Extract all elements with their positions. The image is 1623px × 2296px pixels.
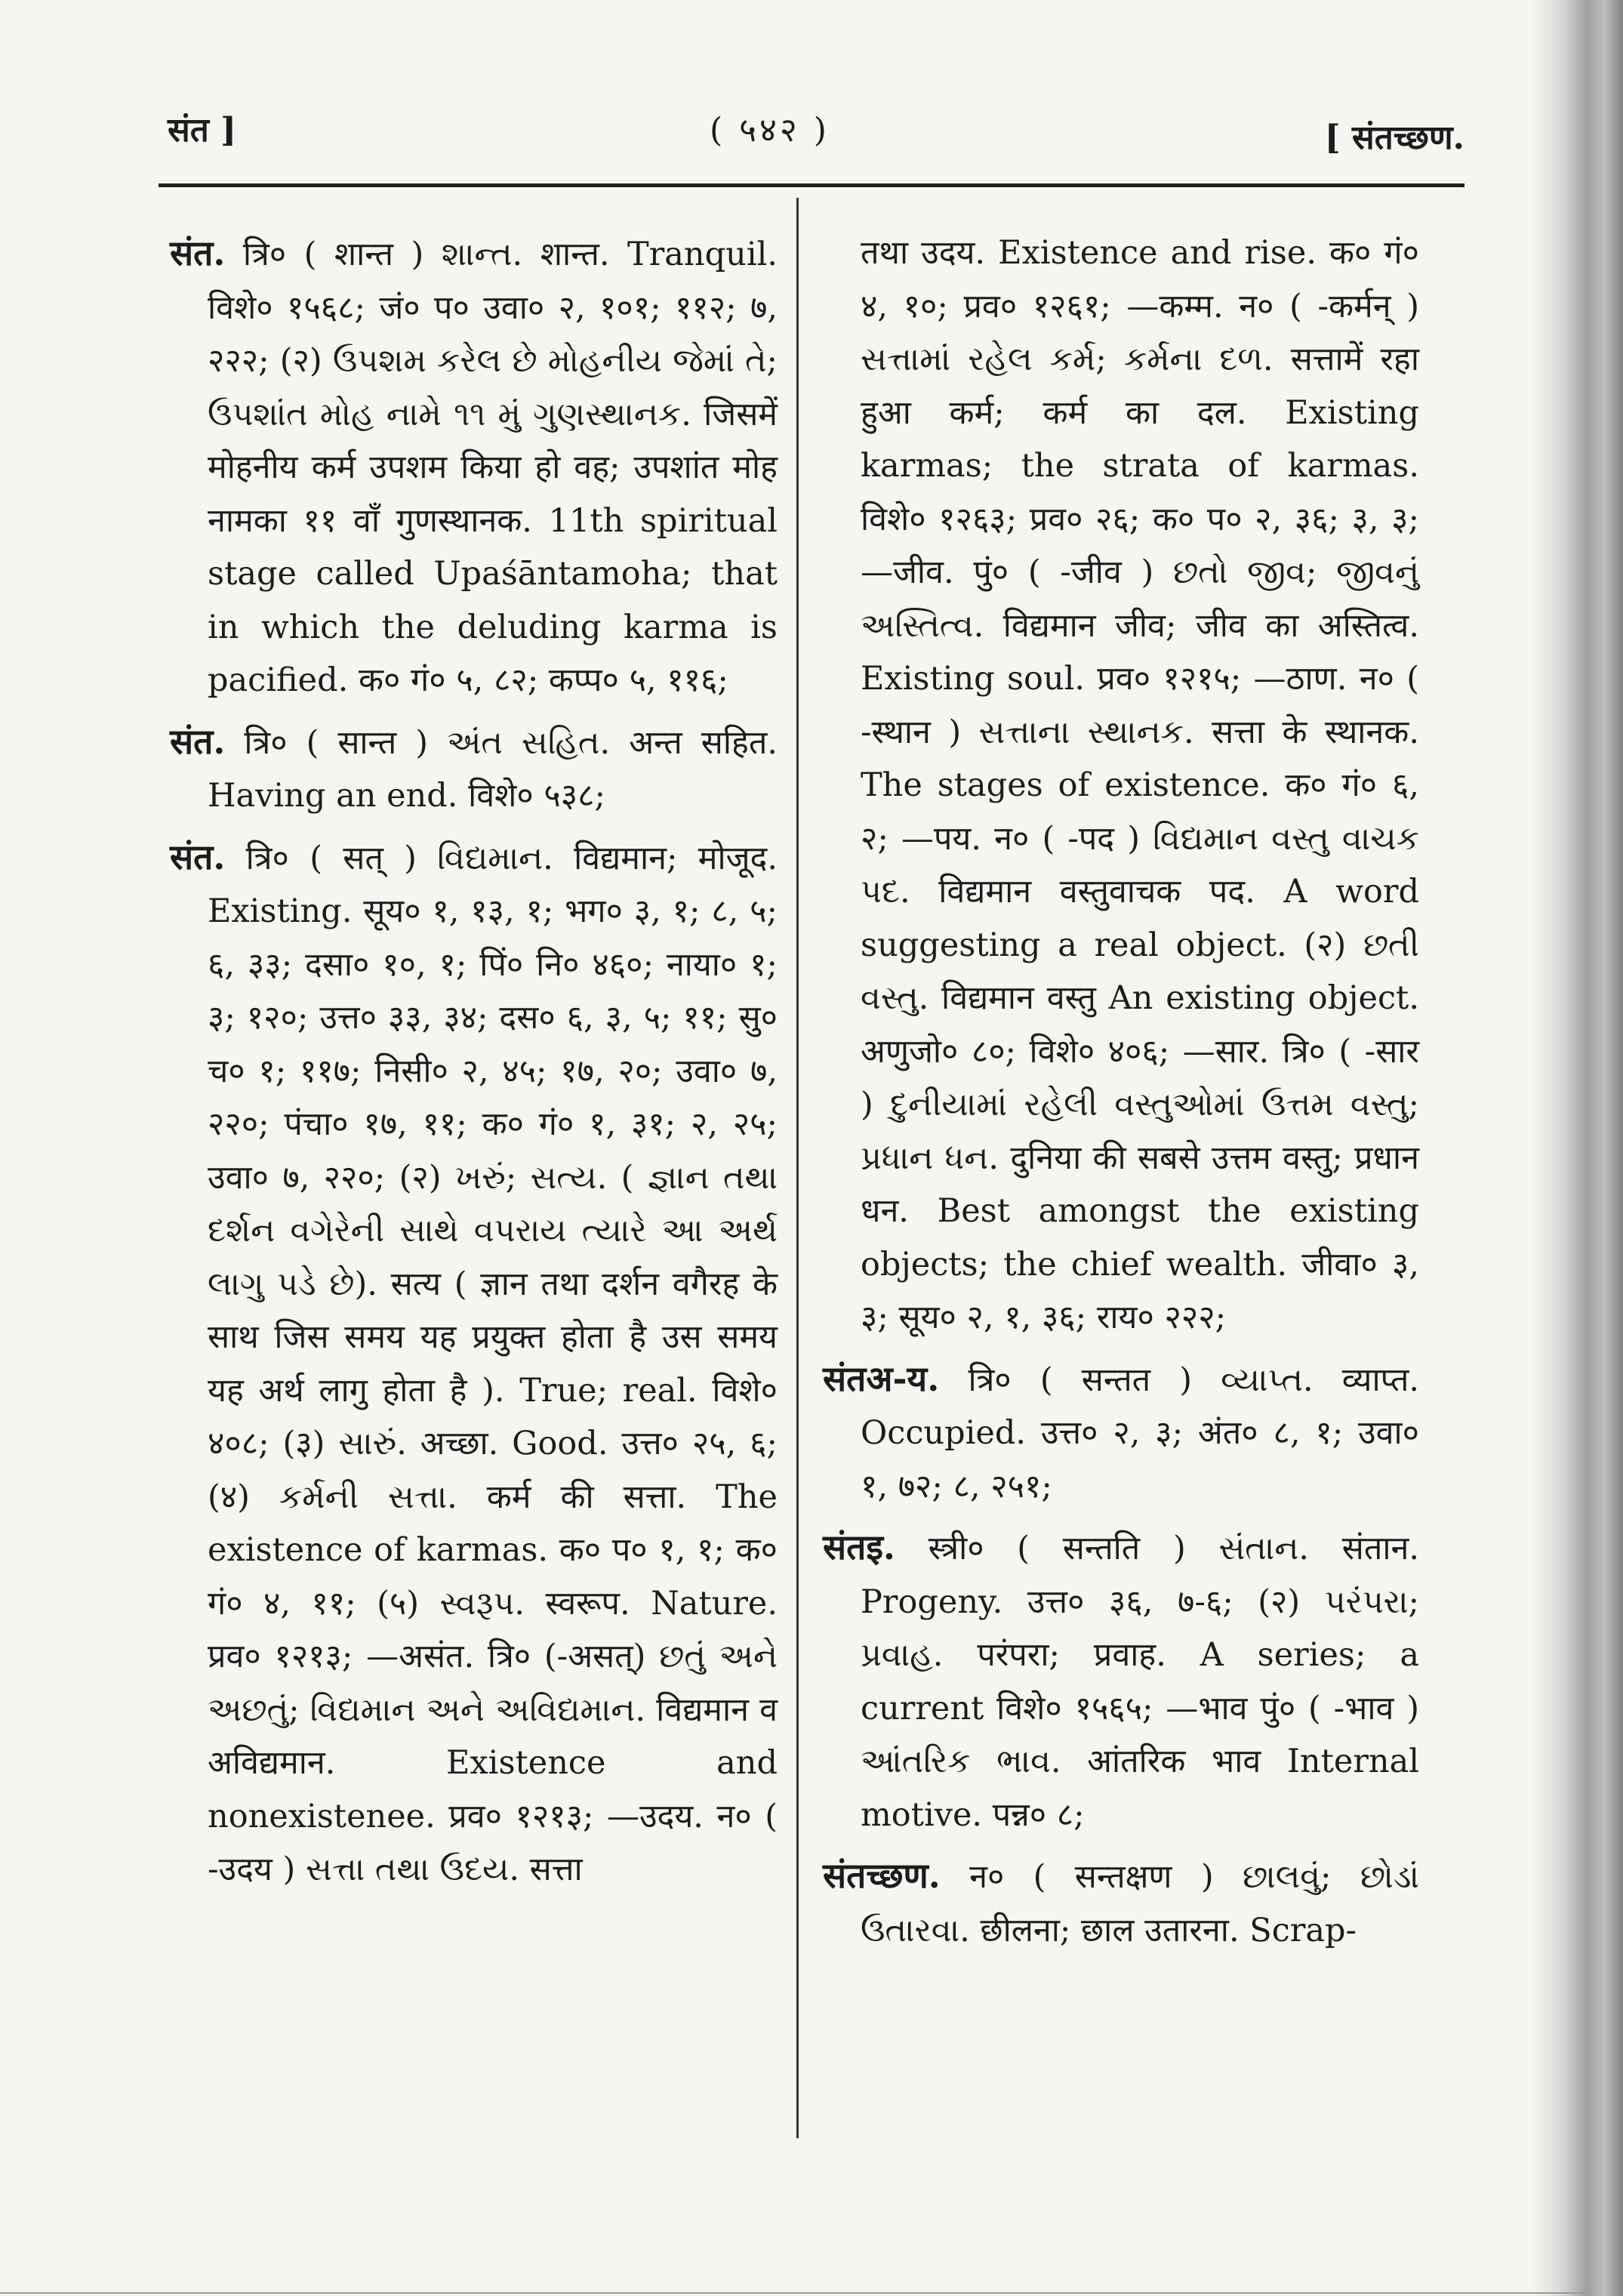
entry-text: त्रि० ( सत् ) વિદ્યમાન. विद्यमान; मोजूद. Existing. सूय० १, १३, १; भग० ३, १; ८, ५; ६, ३३; दसा० १०, १; पिं० नि० ४६०; नाया० १; ३; १२०; उत्त० ३३, ३४; दस० ६, ३, ५; ११; सु० च० १; ११७; निसी० २, ४५; १७, २०; उवा० ७, २२०; पंचा० १७, ११; क० गं० १, ३१; २, २५; उवा० ७, २२०; (२) ખરું; સત્ય. ( જ્ઞાન તથા દર્શન વગેરેની સાથે વપરાય ત્યારે આ અર્થ લાગુ પડે છે). सत्य ( ज्ञान तथा दर्शन वगैरह के साथ जिस समय यह प्रयुक्त होता है उस समय यह अर्थ लागु होता है ). True; real. विशे० ४०८; (३) સારું. अच्छा. Good. उत्त० २५, ६; (४) કર્મની સત્તા. कर्म की सत्ता. The existence of karmas. क० प० १, १; क० गं० ४, ११; (५) સ્વરૂપ. स्वरूप. Nature. प्रव० १२१३; —असंत. त्रि० (-असत्) છતું અને અછતું; વિદ્યમાન અને અવિદ્યમાન. विद्यमान व अविद्यमान. Existence and nonexistenee. प्रव० १२१३; —उदय. न० ( -उदय ) સત્તા તથા ઉદય. सत्ता: [208, 839, 778, 1888]
dictionary-entry: [170, 831, 778, 1897]
entry-text: स्त्री० ( सन्तति ) સંતાન. संतान. Progeny. उत्त० ३६, ७-६; (२) પરંપરા; પ્રવાહ. परंपरा; प्रवाह. A series; a current विशे० १५६५; —भाव पुं० ( -भाव ) આંતરિક ભાવ. आंतरिक भाव Internal motive. पन्न० ८;: [861, 1530, 1419, 1834]
right-column: [823, 227, 1419, 1965]
entry-text: तथा उदय. Existence and rise. क० गं० ४, १०; प्रव० १२६१; —कम्म. न० ( -कर्मन् ) સત્તામાં રહેલ કર્મ; કર્મના દળ. सत्तामें रहा हुआ कर्म; कर्म का दल. Existing karmas; the strata of karmas. विशे० १२६३; प्रव० २६; क० प० २, ३६; ३, ३; —जीव. पुं० ( -जीव ) છતો જીવ; જીવનું અસ્તિત્વ. विद्यमान जीव; जीव का अस्तित्व. Existing soul. प्रव० १२१५; —ठाण. न० ( -स्थान ) સત્તાના સ્થાનક. सत्ता के स्थानक. The stages of existence. क० गं० ६, २; —पय. न० ( -पद ) વિદ્યમાન વસ્તુ વાચક પદ. विद्यमान वस्तुवाचक पद. A word suggesting a real object. (२) છતી વસ્તુ. विद्यमान वस्तु An existing object. अणुजो० ८०; विशे० ४०६; —सार. त्रि० ( -सार ) દુનીયામાં રહેલી વસ્તુઓમાં ઉત્તમ વસ્તુ; પ્રધાન ધન. दुनिया की सबसे उत्तम वस्तु; प्रधान धन. Best amongst the existing objects; the chief wealth. जीवा० ३, ३; सूय० २, १, ३६; राय० २२२;: [861, 234, 1419, 1336]
page-number: ( ५४२ ): [710, 111, 830, 149]
entry-headword: संतइ.: [823, 1527, 895, 1567]
left-column: [170, 227, 778, 1904]
entry-text: त्रि० ( सन्तत ) વ્યાપ્ત. व्याप्त. Occupied. उत्त० २, ३; अंत० ८, १; उवा० १, ७२; ८, २५१;: [861, 1361, 1420, 1505]
entry-text: त्रि० ( शान्त ) શાન્ત. शान्त. Tranquil. विशे० १५६८; जं० प० उवा० २, १०१; ११२; ७, २२२; (२) ઉપશમ કરેલ છે મોહનીય જેમાં તે; ઉપશાંત મોહ નામે ૧૧ મું ગુણસ્થાનક. जिसमें मोहनीय कर्म उपशम किया हो वह; उपशांत मोह नामका ११ वाँ गुणस्थानक. 11th spiritual stage called Upaśāntamoha; that in which the deluding karma is pacified. क० गं० ५, ८२; कप्प० ५, ११६;: [208, 236, 778, 699]
page-header: [151, 91, 1464, 166]
column-divider: [796, 198, 799, 2138]
dictionary-entry: [823, 1849, 1419, 1957]
entry-headword: संत.: [170, 720, 226, 762]
header-rule: [159, 183, 1464, 187]
dictionary-entry: [170, 715, 778, 823]
entry-text: त्रि० ( सान्त ) અંત સહિત. अन्त सहित. Having an end. विशे० ५३८;: [208, 723, 778, 815]
dictionary-entry-continuation: [823, 227, 1419, 1345]
entry-headword: संत.: [170, 836, 226, 877]
dictionary-entry: [823, 1352, 1419, 1514]
dictionary-entry: [823, 1521, 1419, 1841]
entry-headword: संतअ-य.: [823, 1358, 940, 1399]
dictionary-entry: [170, 227, 778, 707]
page-edge-shadow: [1532, 0, 1623, 2296]
entry-headword: संतच्छण.: [823, 1855, 941, 1896]
page-bottom-edge: [0, 2292, 1585, 2294]
entry-headword: संत.: [170, 233, 226, 273]
running-head-right: [ संतच्छण.: [1324, 119, 1464, 157]
entry-text: न० ( सन्तक्षण ) છાલવું; છોડાં ઉતારવા. छीलना; छाल उतारना. Scrap-: [861, 1858, 1419, 1949]
running-head-left: संत ]: [168, 111, 236, 149]
